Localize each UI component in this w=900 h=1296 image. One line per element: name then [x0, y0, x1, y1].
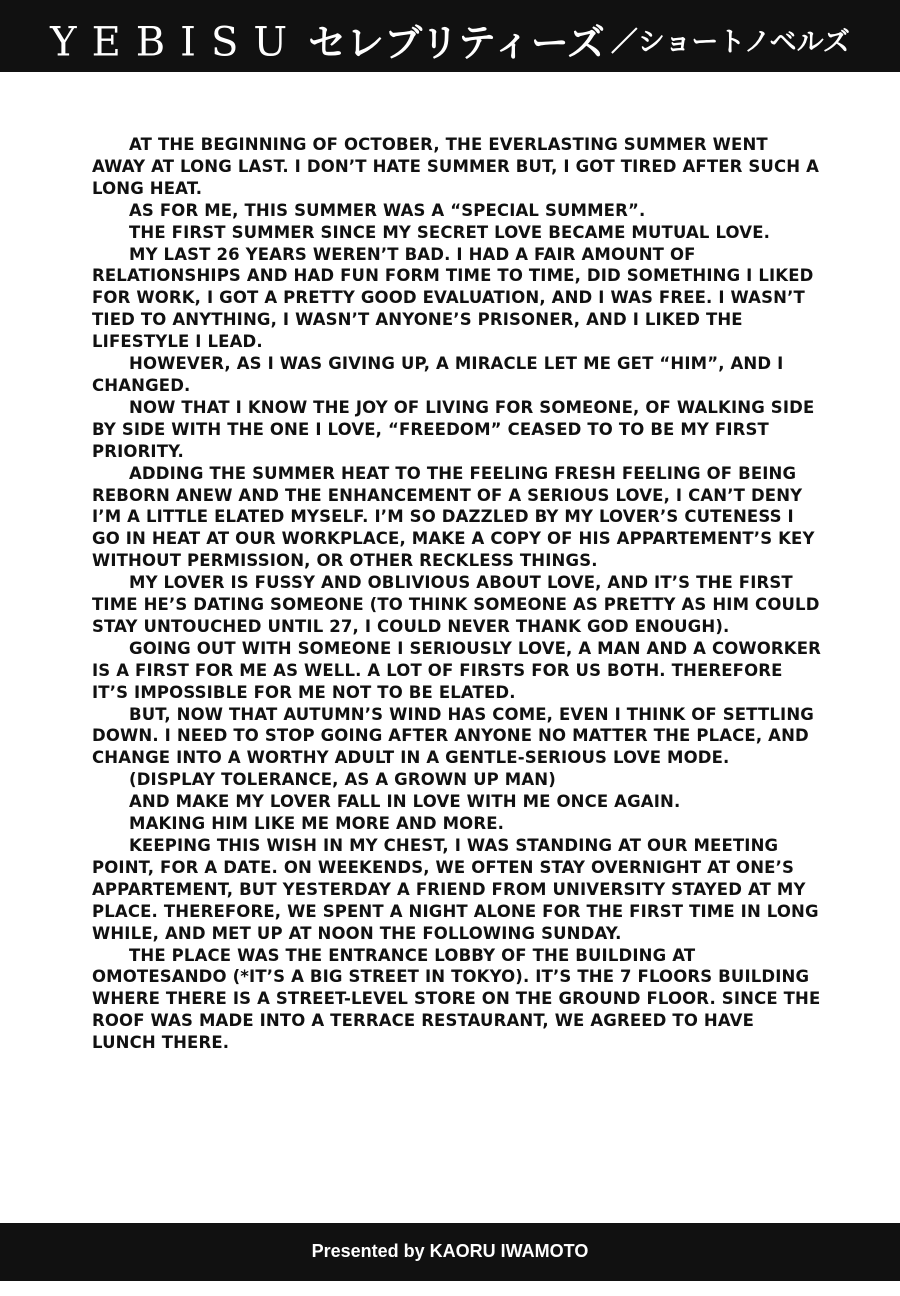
paragraph: AT THE BEGINNING OF OCTOBER, THE EVERLASTING SUMMER WENT AWAY AT LONG LAST. I DON’T HATE SUMMER BUT, I GOT TIRED AFTER SUCH A LONG HEAT.: [92, 135, 820, 198]
paragraph: HOWEVER, AS I WAS GIVING UP, A MIRACLE LET ME GET “HIM”, AND I CHANGED.: [92, 354, 784, 395]
series-title: セレブリティーズ: [308, 20, 605, 65]
paragraph: THE FIRST SUMMER SINCE MY SECRET LOVE BECAME MUTUAL LOVE.: [129, 222, 771, 242]
paragraph: MY LAST 26 YEARS WEREN’T BAD. I HAD A FAIR AMOUNT OF RELATIONSHIPS AND HAD FUN FORM TIME TO TIME, DID SOMETHING I LIKED FOR WORK, I GOT A PRETTY GOOD EVALUATION, AND I WAS FREE. I WASN’T TIED TO ANYTHING, I WASN’T ANYONE’S PRISONER, AND I LIKED THE LIFESTYLE I LEAD.: [92, 244, 814, 352]
paragraph: MY LOVER IS FUSSY AND OBLIVIOUS ABOUT LOVE, AND IT’S THE FIRST TIME HE’S DATING SOMEONE (TO THINK SOMEONE AS PRETTY AS HIM COULD STAY UNTOUCHED UNTIL 27, I COULD NEVER THANK GOD ENOUGH).: [92, 573, 820, 636]
author-credit: Presented by KAORU IWAMOTO: [311, 1241, 589, 1261]
paragraph: THE PLACE WAS THE ENTRANCE LOBBY OF THE BUILDING AT OMOTESANDO (*IT’S A BIG STREET IN TOKYO). IT’S THE 7 FLOORS BUILDING WHERE THERE IS A STREET-LEVEL STORE ON THE GROUND FLOOR. SINCE THE ROOF WAS MADE INTO A TERRACE RESTAURANT, WE AGREED TO HAVE LUNCH THERE.: [92, 945, 821, 1053]
paragraph: ADDING THE SUMMER HEAT TO THE FEELING FRESH FEELING OF BEING REBORN ANEW AND THE ENHANCEMENT OF A SERIOUS LOVE, I CAN’T DENY I’M A LITTLE ELATED MYSELF. I’M SO DAZZLED BY MY LOVER’S CUTENESS I GO IN HEAT AT OUR WORKPLACE, MAKE A COPY OF HIS APPARTEMENT’S KEY WITHOUT PERMISSION, OR OTHER RECKLESS THINGS.: [92, 463, 815, 571]
paragraph: GOING OUT WITH SOMEONE I SERIOUSLY LOVE, A MAN AND A COWORKER IS A FIRST FOR ME AS WELL. A LOT OF FIRSTS FOR US BOTH. THEREFORE IT’S IMPOSSIBLE FOR ME NOT TO BE ELATED.: [92, 638, 821, 702]
paragraph: (DISPLAY TOLERANCE, AS A GROWN UP MAN): [129, 770, 556, 790]
paragraph: AND MAKE MY LOVER FALL IN LOVE WITH ME ONCE AGAIN.: [129, 792, 681, 812]
series-subtitle: ／ショートノベルズ: [610, 26, 850, 58]
brand-title: YEBISU: [50, 19, 303, 66]
page-header: [0, 14, 900, 70]
paragraph: KEEPING THIS WISH IN MY CHEST, I WAS STANDING AT OUR MEETING POINT, FOR A DATE. ON WEEKENDS, WE OFTEN STAY OVERNIGHT AT ONE’S APPARTEMENT, BUT YESTERDAY A FRIEND FROM UNIVERSITY STAYED AT MY PLACE. THEREFORE, WE SPENT A NIGHT ALONE FOR THE FIRST TIME IN LONG WHILE, AND MET UP AT NOON THE FOLLOWING SUNDAY.: [92, 836, 819, 943]
paragraph: MAKING HIM LIKE ME MORE AND MORE.: [129, 814, 505, 834]
paragraph: AS FOR ME, THIS SUMMER WAS A “SPECIAL SUMMER”.: [129, 200, 646, 220]
story-text: [92, 134, 822, 1054]
paragraph: BUT, NOW THAT AUTUMN’S WIND HAS COME, EVEN I THINK OF SETTLING DOWN. I NEED TO STOP GOING AFTER ANYONE NO MATTER THE PLACE, AND CHANGE INTO A WORTHY ADULT IN A GENTLE-SERIOUS LOVE MODE.: [92, 704, 814, 768]
paragraph: NOW THAT I KNOW THE JOY OF LIVING FOR SOMEONE, OF WALKING SIDE BY SIDE WITH THE ONE I LOVE, “FREEDOM” CEASED TO TO BE MY FIRST PRIORITY.: [92, 397, 815, 461]
